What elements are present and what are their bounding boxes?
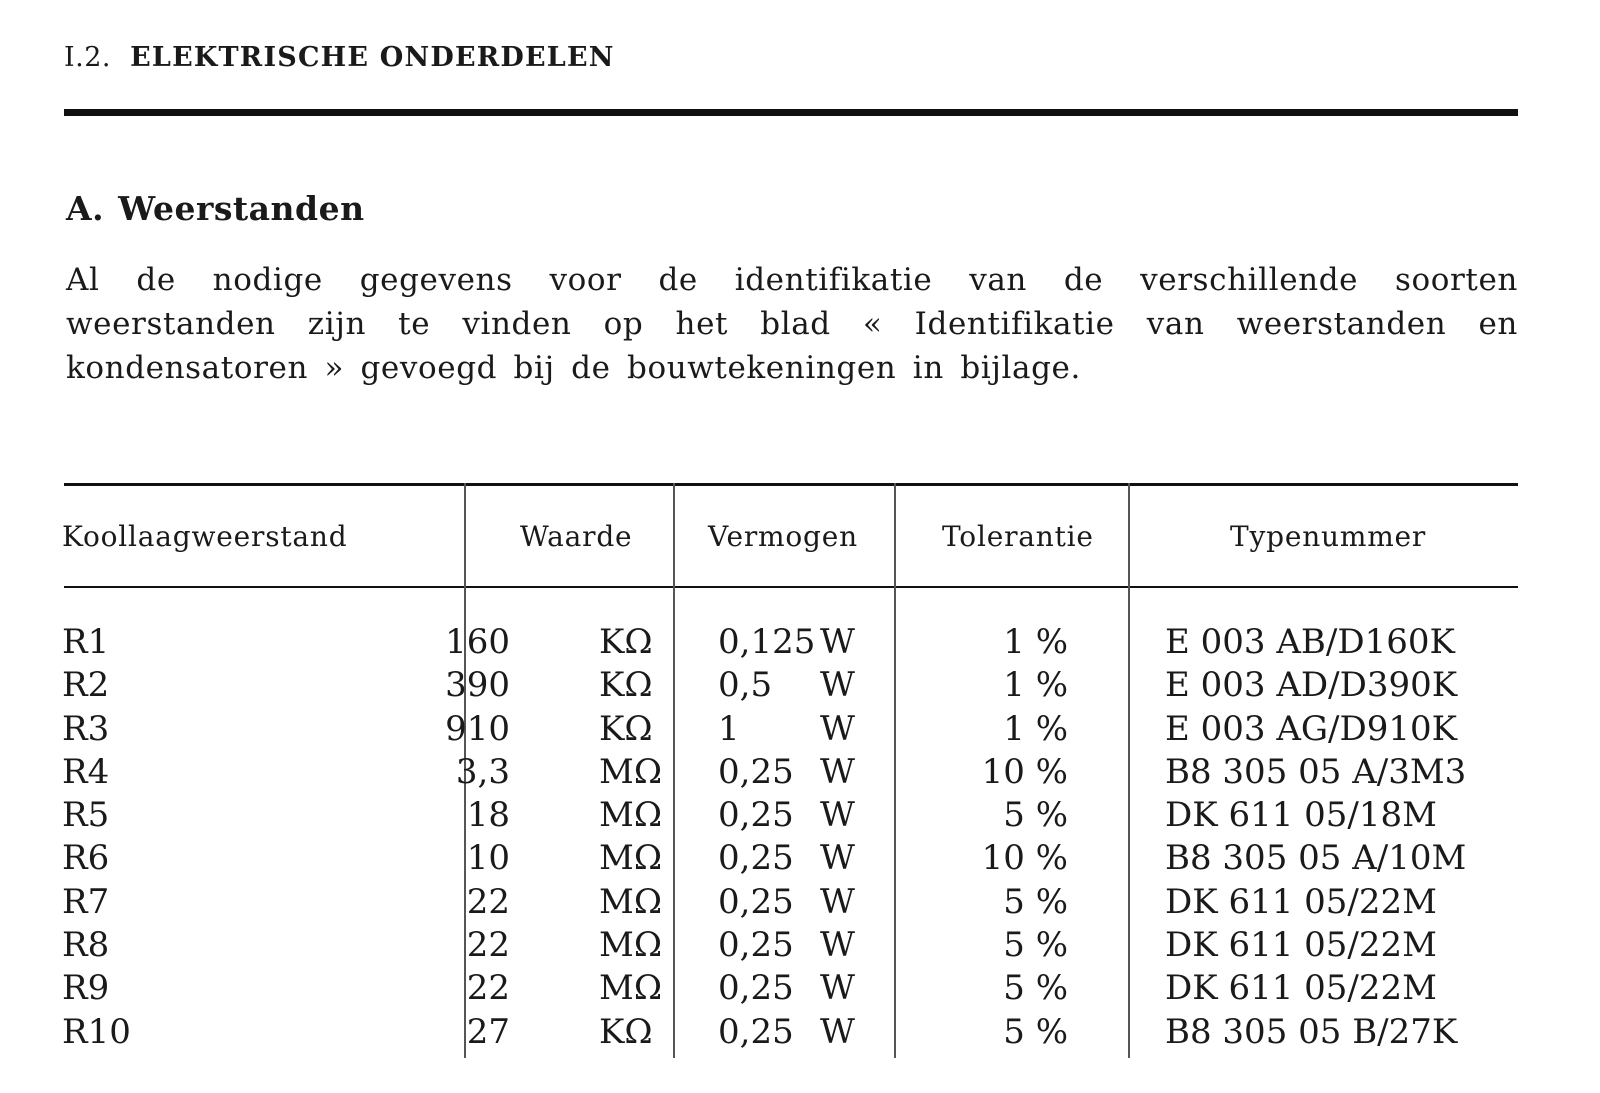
resistor-power: 0,25 — [718, 968, 794, 1009]
table-row — [64, 924, 1518, 967]
resistor-power: 0,125 — [718, 622, 816, 662]
resistor-value: 22 — [466, 968, 510, 1009]
resistor-name: R8 — [62, 925, 110, 966]
resistor-power-unit: W — [820, 795, 855, 836]
resistor-power: 0,25 — [718, 751, 794, 792]
resistor-power: 1 — [718, 708, 740, 749]
resistor-unit: MΩ — [599, 968, 663, 1009]
resistor-unit: MΩ — [599, 925, 663, 966]
resistor-value: 3,3 — [455, 751, 510, 792]
resistor-unit: KΩ — [599, 708, 653, 749]
resistor-name: R2 — [62, 665, 110, 706]
chapter-number: I.2. — [64, 42, 112, 73]
resistor-value: 27 — [466, 1011, 510, 1052]
resistor-type-number: E 003 AB/D160K — [1165, 622, 1455, 662]
table-row — [64, 837, 1518, 880]
resistor-table — [64, 483, 1518, 1063]
resistor-power: 0,25 — [718, 1011, 794, 1052]
resistor-power-unit: W — [820, 838, 855, 879]
resistor-power-unit: W — [820, 622, 855, 662]
resistor-power: 0,25 — [718, 925, 794, 966]
resistor-power: 0,25 — [718, 881, 794, 922]
resistor-value: 390 — [445, 665, 510, 706]
resistor-tolerance: 5 % — [1003, 795, 1068, 836]
resistor-type-number: DK 611 05/18M — [1165, 795, 1437, 836]
column-header-name: Koollaagweerstand — [62, 520, 348, 553]
resistor-tolerance: 1 % — [1003, 708, 1068, 749]
resistor-value: 10 — [466, 838, 510, 879]
table-row — [64, 664, 1518, 707]
resistor-unit: KΩ — [599, 665, 653, 706]
resistor-unit: MΩ — [599, 881, 663, 922]
resistor-value: 22 — [466, 925, 510, 966]
resistor-power-unit: W — [820, 751, 855, 792]
column-header-power: Vermogen — [708, 520, 858, 553]
resistor-name: R7 — [62, 881, 110, 922]
resistor-power-unit: W — [820, 881, 855, 922]
table-body — [64, 621, 1518, 1054]
column-header-value: Waarde — [520, 520, 633, 553]
resistor-type-number: B8 305 05 A/3M3 — [1165, 751, 1467, 792]
resistor-power-unit: W — [820, 708, 855, 749]
resistor-tolerance: 10 % — [981, 838, 1068, 879]
section-letter: A. — [66, 189, 105, 228]
table-row — [64, 967, 1518, 1010]
section-title: Weerstanden — [118, 189, 365, 228]
resistor-tolerance: 5 % — [1003, 1011, 1068, 1052]
resistor-unit: MΩ — [599, 838, 663, 879]
table-header-rule — [64, 586, 1518, 588]
resistor-tolerance: 5 % — [1003, 925, 1068, 966]
resistor-value: 18 — [466, 795, 510, 836]
resistor-power-unit: W — [820, 665, 855, 706]
chapter-title: ELEKTRISCHE ONDERDELEN — [130, 42, 615, 73]
resistor-value: 22 — [466, 881, 510, 922]
table-row — [64, 1011, 1518, 1054]
resistor-power-unit: W — [820, 968, 855, 1009]
resistor-name: R4 — [62, 751, 110, 792]
resistor-type-number: DK 611 05/22M — [1165, 881, 1437, 922]
table-row — [64, 708, 1518, 751]
resistor-unit: MΩ — [599, 795, 663, 836]
resistor-name: R9 — [62, 968, 110, 1009]
resistor-type-number: E 003 AG/D910K — [1165, 708, 1458, 749]
resistor-tolerance: 5 % — [1003, 968, 1068, 1009]
resistor-power-unit: W — [820, 1011, 855, 1052]
table-row — [64, 751, 1518, 794]
resistor-value: 160 — [445, 622, 510, 662]
resistor-power-unit: W — [820, 925, 855, 966]
table-row — [64, 621, 1518, 664]
table-top-rule — [64, 483, 1518, 486]
table-row — [64, 794, 1518, 837]
column-header-tolerance: Tolerantie — [942, 520, 1094, 553]
resistor-tolerance: 1 % — [1003, 622, 1068, 662]
resistor-tolerance: 5 % — [1003, 881, 1068, 922]
resistor-power: 0,25 — [718, 795, 794, 836]
resistor-name: R1 — [62, 622, 110, 662]
resistor-tolerance: 1 % — [1003, 665, 1068, 706]
chapter-heading — [64, 42, 615, 73]
resistor-type-number: E 003 AD/D390K — [1165, 665, 1458, 706]
column-header-type: Typenummer — [1230, 520, 1427, 553]
resistor-name: R5 — [62, 795, 110, 836]
resistor-unit: KΩ — [599, 622, 653, 662]
resistor-name: R3 — [62, 708, 110, 749]
resistor-type-number: B8 305 05 A/10M — [1165, 838, 1467, 879]
resistor-unit: MΩ — [599, 751, 663, 792]
section-heading — [66, 189, 365, 228]
heading-divider — [64, 109, 1518, 116]
resistor-type-number: B8 305 05 B/27K — [1165, 1011, 1458, 1052]
table-row — [64, 881, 1518, 924]
resistor-power: 0,5 — [718, 665, 773, 706]
resistor-unit: KΩ — [599, 1011, 653, 1052]
resistor-name: R6 — [62, 838, 110, 879]
resistor-value: 910 — [445, 708, 510, 749]
intro-paragraph: Al de nodige gegevens voor de identifikatie van de verschillende soorten weerstanden zijn te vinden op het blad « Identifikatie van weerstanden en kondensatoren » gevoegd bij de bouwtekeningen in bijlage. — [66, 262, 1518, 386]
resistor-power: 0,25 — [718, 838, 794, 879]
resistor-type-number: DK 611 05/22M — [1165, 968, 1437, 1009]
resistor-tolerance: 10 % — [981, 751, 1068, 792]
resistor-name: R10 — [62, 1011, 131, 1052]
resistor-type-number: DK 611 05/22M — [1165, 925, 1437, 966]
